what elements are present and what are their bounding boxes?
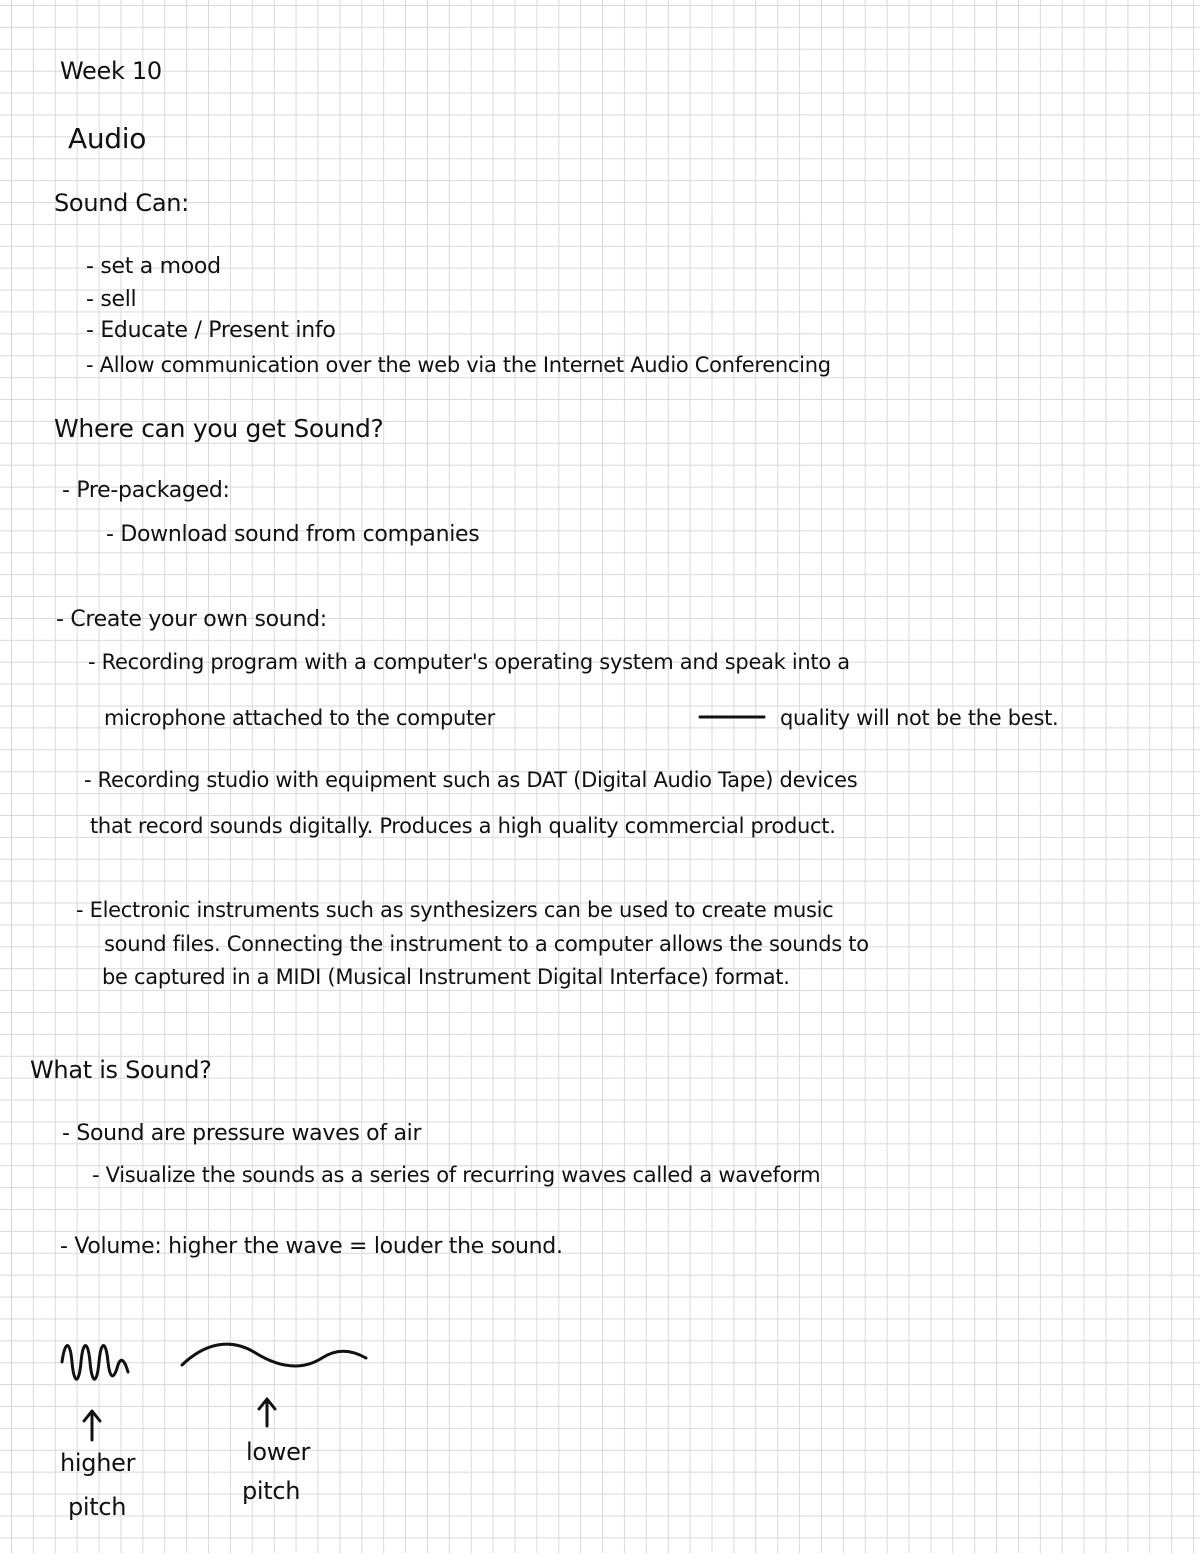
note-line: be captured in a MIDI (Musical Instrument Digital Interface) format. [102, 965, 790, 989]
higher-pitch-label-line2: pitch [68, 1493, 127, 1521]
section-heading-what: What is Sound? [30, 1056, 212, 1084]
note-line: microphone attached to the computer [104, 706, 495, 730]
note-line: - Electronic instruments such as synthesizers can be used to create music [76, 898, 834, 922]
note-line: - Recording studio with equipment such as DAT (Digital Audio Tape) devices [84, 768, 858, 792]
list-item: - sell [86, 287, 137, 312]
lower-pitch-label-line2: pitch [242, 1477, 301, 1505]
week-label: Week 10 [60, 57, 162, 85]
section-heading-where: Where can you get Sound? [54, 414, 384, 443]
list-item: - Visualize the sounds as a series of recurring waves called a waveform [92, 1163, 821, 1187]
list-item: - Sound are pressure waves of air [62, 1121, 422, 1146]
list-item: - Educate / Present info [86, 318, 336, 343]
high-frequency-wave [62, 1346, 128, 1380]
lower-pitch-arrow [259, 1399, 275, 1426]
list-item: - Allow communication over the web via the Internet Audio Conferencing [86, 353, 831, 377]
low-frequency-wave [182, 1344, 366, 1366]
note-line: that record sounds digitally. Produces a high quality commercial product. [90, 814, 836, 838]
section-heading-sound-can: Sound Can: [54, 189, 189, 217]
list-item: - Create your own sound: [56, 607, 327, 632]
note-line: - Recording program with a computer's operating system and speak into a [88, 650, 850, 674]
note-line: quality will not be the best. [780, 706, 1059, 730]
lower-pitch-label-line1: lower [246, 1438, 311, 1466]
higher-pitch-arrow [84, 1411, 100, 1440]
list-item: - Volume: higher the wave = louder the sound. [60, 1234, 563, 1259]
note-line: sound files. Connecting the instrument to a computer allows the sounds to [104, 932, 869, 956]
higher-pitch-label-line1: higher [60, 1449, 136, 1477]
list-item: - Pre-packaged: [62, 478, 230, 503]
list-item: - set a mood [86, 254, 221, 279]
list-item: - Download sound from companies [106, 522, 480, 547]
page-title: Audio [68, 122, 147, 155]
